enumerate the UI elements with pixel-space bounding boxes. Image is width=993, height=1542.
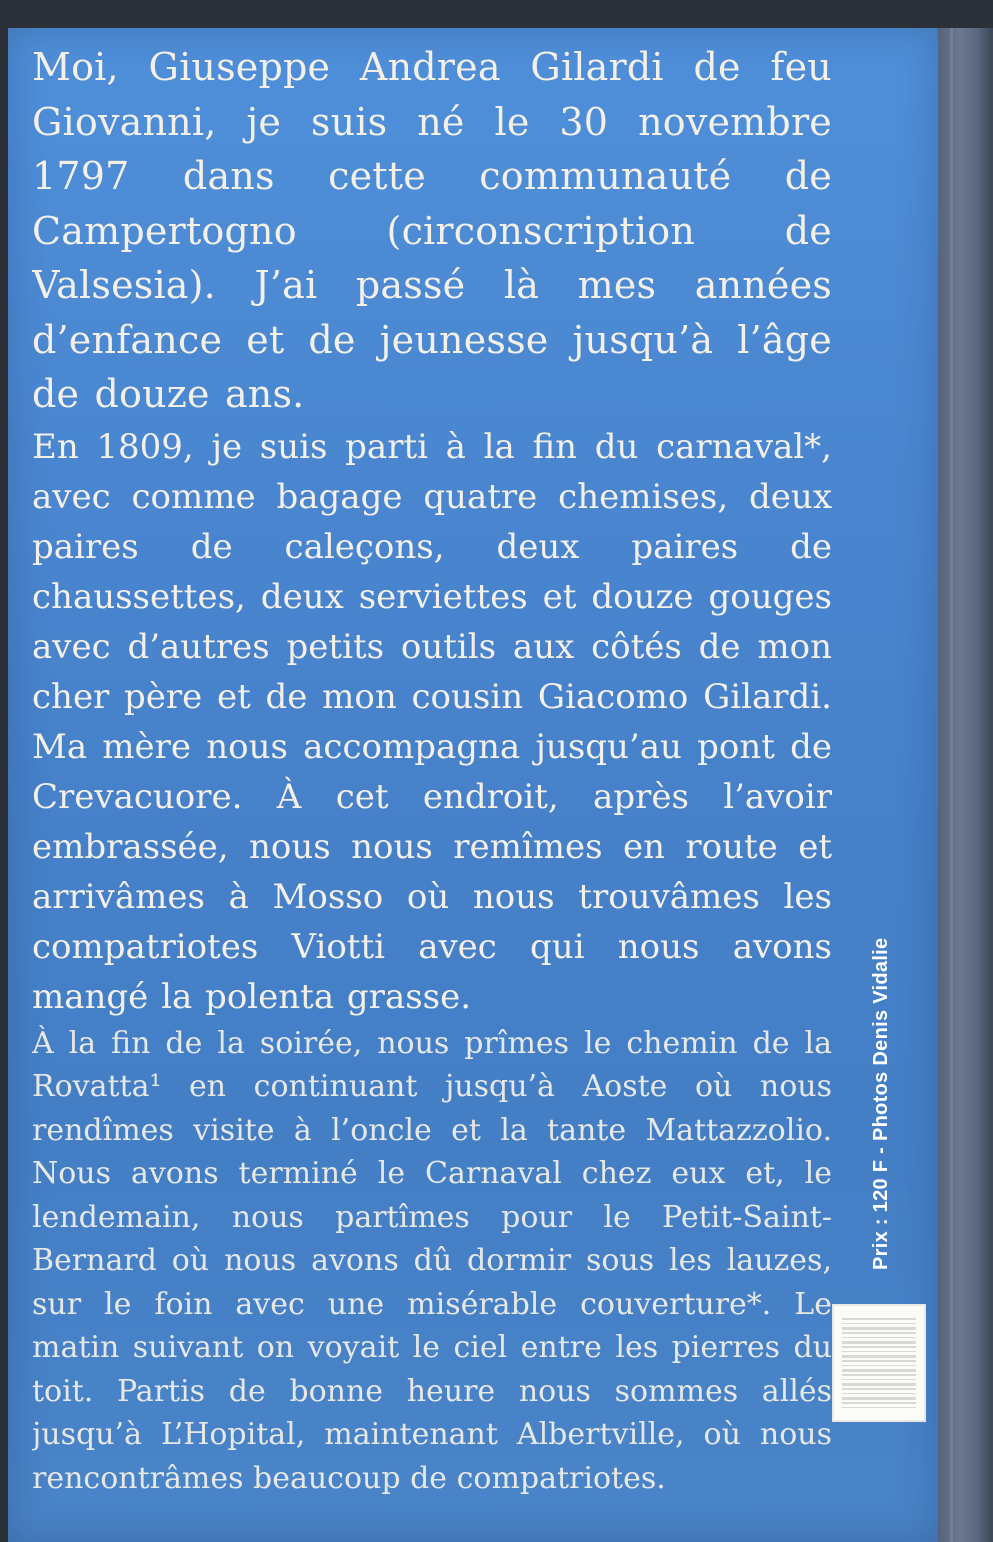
barcode-label [832,1304,926,1422]
book-spine [938,28,993,1542]
spine-stripe [950,28,953,1542]
back-cover-text [32,40,832,1530]
paragraph-departure: En 1809, je suis parti à la fin du carnaval*, avec comme bagage quatre chemises, deux paires de caleçons, deux paires de chaussettes, deux serviettes et douze gouges avec d’autres petits outils aux côtés de mon cher père et de mon cousin Giacomo Gilardi. Ma mère nous accompagna jusqu’au pont de Crevacuore. À cet endroit, après l’avoir embrassée, nous nous remîmes en route et arrivâmes à Mosso où nous trouvâmes les compatriotes Viotti avec qui nous avons mangé la polenta grasse. [32,426,832,1017]
barcode-icon [842,1318,916,1408]
paragraph-journey: À la fin de la soirée, nous prîmes le chemin de la Rovatta¹ en continuant jusqu’à Aoste où nous rendîmes visite à l’oncle et la tante Mattazzolio. Nous avons terminé le Carnaval chez eux et, le lendemain, nous partîmes pour le Petit-Saint-Bernard où nous avons dû dormir sous les lauzes, sur le foin avec une misérable couverture*. Le matin suivant on voyait le ciel entre les pierres du toit. Partis de bonne heure nous sommes allés jusqu’à L’Hopital, maintenant Albertville, où nous rencontrâmes beaucoup de compatriotes. [32,1025,832,1496]
price-and-photo-credit [870,1240,993,1270]
paragraph-intro: Moi, Giuseppe Andrea Gilardi de feu Giovanni, je suis né le 30 novembre 1797 dans cette communauté de Campertogno (circonscription de Valsesia). J’ai passé là mes années d’enfance et de jeunesse jusqu’à l’âge de douze ans. [32,45,832,416]
